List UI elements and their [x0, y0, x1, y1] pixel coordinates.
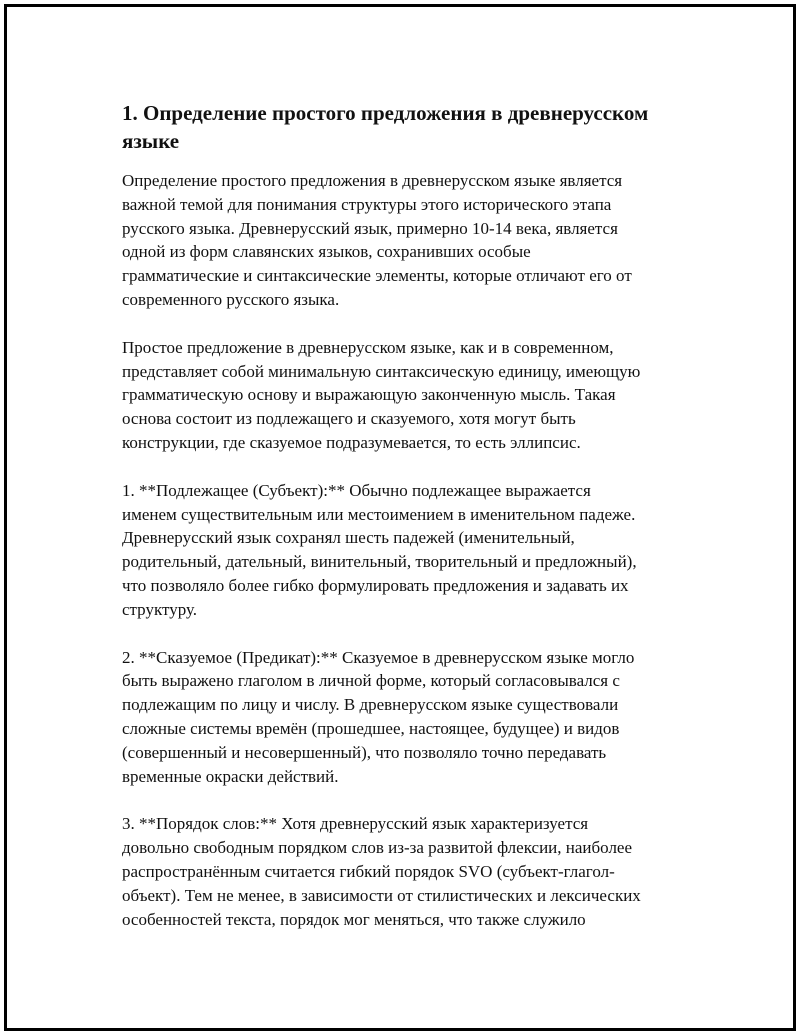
paragraph-intro: Определение простого предложения в древнерусском языке является важной темой для понимания структуры этого исторического этапа русского языка. Древнерусский язык, примерно 10-14 века, является одной из форм славянских языков, сохранивших особые грамматические и синтаксические элементы, которые отличают его от современного русского языка.	[122, 171, 632, 309]
page-frame	[4, 4, 796, 1031]
paragraph-simple-sentence: Простое предложение в древнерусском языке, как и в современном, представляет собой минимальную синтаксическую единицу, имеющую грамматическую основу и выражающую законченную мысль. Такая основа состоит из подлежащего и сказуемого, хотя могут быть конструкции, где сказуемое подразумевается, то есть эллипсис.	[122, 337, 641, 452]
paragraph-word-order: 3. **Порядок слов:** Хотя древнерусский язык характеризуется довольно свободным порядком слов из-за развитой флексии, наиболее распространённым считается гибкий порядок SVO (субъект-глагол- объект). Тем не менее, в зависимости от стилистических и лексических особенностей текста, порядок мог меняться, что также служило	[122, 814, 641, 929]
document-body	[122, 99, 697, 955]
section-heading: 1. Определение простого предложения в древнерусском языке	[122, 101, 649, 153]
paragraph-subject: 1. **Подлежащее (Субъект):** Обычно подлежащее выражается именем существительным или местоимением в именительном падеже. Древнерусский язык сохранял шесть падежей (именительный, родительный, дательный, винительный, творительный и предложный), что позволяло более гибко формулировать предложения и задавать их структуру.	[122, 480, 637, 619]
paragraph-predicate: 2. **Сказуемое (Предикат):** Сказуемое в древнерусском языке могло быть выражено глаголом в личной форме, который согласовывался с подлежащим по лицу и числу. В древнерусском языке существовали сложные системы времён (прошедшее, настоящее, будущее) и видов (совершенный и несовершенный), что позволяло точно передавать временные окраски действий.	[122, 647, 635, 786]
